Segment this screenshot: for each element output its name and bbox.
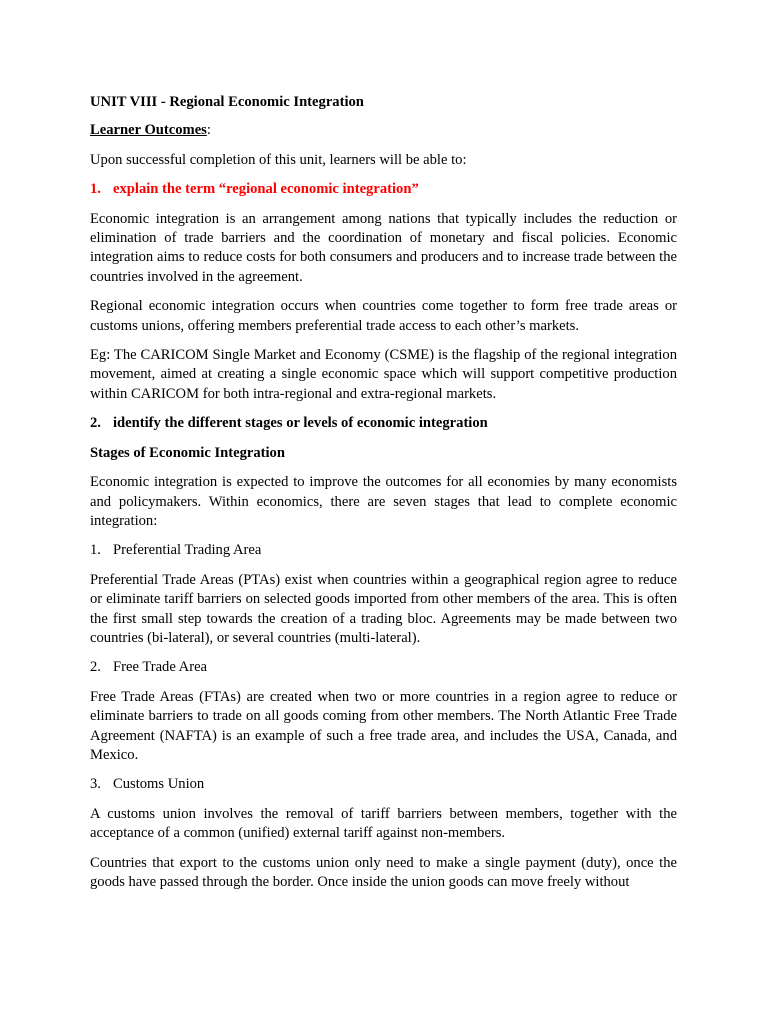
document-body <box>90 93 677 902</box>
stage-1-number: 1. <box>90 542 101 559</box>
stage-2-label: Free Trade Area <box>113 659 208 676</box>
objective-1-number: 1. <box>90 181 101 198</box>
paragraph-customs-union-export: Countries that export to the customs union only need to make a single payment (duty), once the goods have passed through the border. Once inside the union goods can move freely without <box>90 854 677 890</box>
stage-1-label: Preferential Trading Area <box>113 542 262 559</box>
objective-2 <box>90 414 677 433</box>
page-title: UNIT VIII - Regional Economic Integration <box>90 94 364 110</box>
objective-1 <box>90 180 677 199</box>
paragraph-preferential-trade: Preferential Trade Areas (PTAs) exist when countries within a geographical region agree to reduce or eliminate tariff barriers on selected goods imported from other members of the area. This is often the first small step towards the creation of a trading bloc. Agreements may be made between two countries (bi-lateral), or several countries (multi-lateral). <box>90 571 677 646</box>
stage-3-heading <box>90 775 677 794</box>
heading-colon: : <box>206 122 211 139</box>
paragraph-economic-integration: Economic integration is an arrangement among nations that typically includes the reduction or elimination of trade barriers and the coordination of monetary and fiscal policies. Economic integration aims to reduce costs for both consumers and producers and to increase trade between the countries involved in the agreement. <box>90 210 677 285</box>
paragraph-free-trade-area: Free Trade Areas (FTAs) are created when two or more countries in a region agree to reduce or eliminate barriers to trade on all goods coming from other members. The North Atlantic Free Trade Agreement (NAFTA) is an example of such a free trade area, and includes the USA, Canada, and Mexico. <box>90 688 677 763</box>
stage-3-number: 3. <box>90 776 101 793</box>
objective-1-text: explain the term “regional economic integration” <box>113 181 419 198</box>
stage-1-heading <box>90 541 677 560</box>
intro-text: Upon successful completion of this unit, learners will be able to: <box>90 151 467 168</box>
objective-2-number: 2. <box>90 415 101 432</box>
paragraph-caricom-example: Eg: The CARICOM Single Market and Economy (CSME) is the flagship of the regional integration movement, aimed at creating a single economic space which will support competitive production within CARICOM for both intra-regional and extra-regional markets. <box>90 347 677 402</box>
stage-3-label: Customs Union <box>113 776 205 793</box>
objective-2-text: identify the different stages or levels of economic integration <box>113 415 488 432</box>
paragraph-stages-intro: Economic integration is expected to improve the outcomes for all economies by many economists and policymakers. Within economics, there are seven stages that lead to complete economic integration: <box>90 474 677 529</box>
learner-outcomes-heading-line <box>90 121 677 140</box>
paragraph-regional-integration: Regional economic integration occurs when countries come together to form free trade areas or customs unions, offering members preferential trade access to each other’s markets. <box>90 298 677 334</box>
stage-2-heading <box>90 658 677 677</box>
paragraph-customs-union: A customs union involves the removal of tariff barriers between members, together with the acceptance of a common (unified) external tariff against non-members. <box>90 805 677 842</box>
stage-2-number: 2. <box>90 659 101 676</box>
learner-outcomes-heading: Learner Outcomes <box>90 122 207 139</box>
stages-heading: Stages of Economic Integration <box>90 444 285 461</box>
